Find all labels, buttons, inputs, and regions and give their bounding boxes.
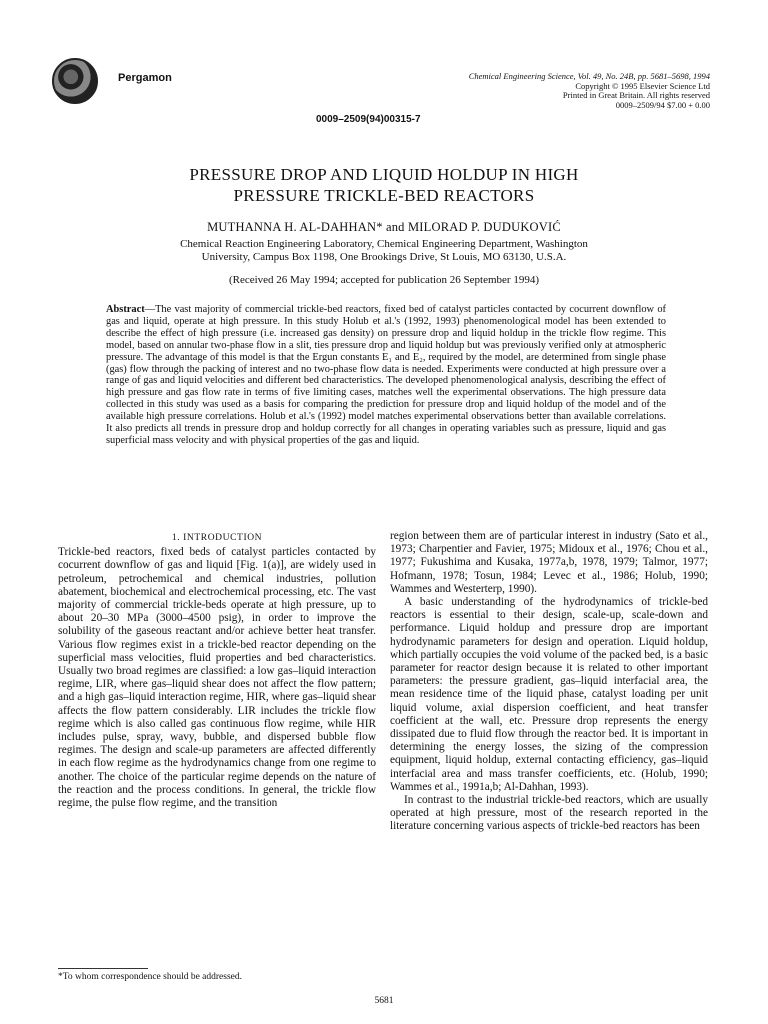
copyright-line: Copyright © 1995 Elsevier Science Ltd bbox=[575, 80, 710, 91]
received-dates: (Received 26 May 1994; accepted for publication 26 September 1994) bbox=[228, 274, 540, 286]
intro-paragraph: Trickle-bed reactors, fixed beds of catalyst particles contacted by cocurrent downflow of gas and liquid [Fig. 1(a)], are widely used in petroleum, petrochemical and chemical industries, pollution abatement, biochemical and electrochemical processing, etc. The vast majority of commercial trickle-beds operate at high pressure, up to about 20–30 MPa (3000–4500 psig), in order to improve the solubility of the gaseous reactant and/or achieve better heat transfer. Various flow regimes exist in a trickle-bed reactor depending on the superficial mass velocities, fluid properties and bed characteristics. Usually two broad regimes are classified: a low gas–liquid interaction regime, LIR, where gas–liquid shear does not affect the flow pattern; and a high gas–liquid interaction regime, HIR, where gas–liquid shear affects the flow pattern considerably. LIR includes the trickle flow regime which is also called gas continuous flow regime, while HIR includes pulse, spray, wavy, bubble, and dispersed bubble flow regimes. The design and scale-up parameters are affected differently in each flow regime as the hydrodynamics change from one regime to another. The choice of the particular regime depends on the nature of the reaction and the process conditions. In general, the trickle flow regime, the pulse flow regime, and the transition bbox=[58, 546, 376, 810]
affiliation-line-1: Chemical Reaction Engineering Laboratory, Chemical Engineering Department, Washington bbox=[180, 238, 588, 250]
section-heading: 1. INTRODUCTION bbox=[171, 533, 263, 543]
affiliation bbox=[60, 238, 708, 264]
footnote-divider bbox=[58, 968, 148, 969]
intro-paragraph-continued: region between them are of particular interest in industry (Sato et al., 1973; Charpentier and Favier, 1975; Midoux et al., 1976; Chou et al., 1977; Fukushima and Kusaka, 1977a,b, 1978, 1979; Talmor, 1977; Hofmann, 1978; Tosun, 1984; Levec et al., 1986; Holub, 1990; Wammes and Westerterp, 1990). bbox=[390, 530, 708, 595]
right-column bbox=[390, 530, 708, 834]
footnote: *To whom correspondence should be addressed. bbox=[58, 972, 243, 982]
left-column bbox=[58, 532, 376, 810]
publisher-logo bbox=[52, 58, 98, 104]
printed-line: Printed in Great Britain. All rights reserved bbox=[562, 90, 710, 100]
paper-title bbox=[60, 164, 708, 206]
title-line-1: PRESSURE DROP AND LIQUID HOLDUP IN HIGH bbox=[189, 165, 579, 184]
affiliation-line-2: University, Campus Box 1198, One Brookings Drive, St Louis, MO 63130, U.S.A. bbox=[201, 251, 567, 263]
page-number: 5681 bbox=[374, 996, 394, 1006]
abstract-text: —The vast majority of commercial trickle-bed reactors, fixed bed of catalyst particles contacted by cocurrent downflow of gas and liquid, operate at high pressure. In this study Holub et al.'s (1992, 1993) phenomenological model has been extended to describe the effect of high pressure (i.e. increased gas density) on pressure drop and liquid holdup in the trickle flow regime. This model, based on annular two-phase flow in a slit, ties pressure drop and liquid holdup but was previously verified only at atmospheric pressure. The advantage of this model is that the Ergun constants E₁ and E₂, required by the model, are determined from single phase (gas) flow through the packing of interest and no two-phase flow data is needed. Experiments were conducted at high pressure over a range of gas and liquid velocities and different bed characteristics. The developed phenomenological analysis, describing the effect of high pressure and gas flow rate in terms of five limiting cases, matches well the experimental observations. The high pressure data collected in this study was used as a basis for comparing the prediction for pressure drop and liquid holdup of the model and of the available high pressure correlations. Holub et al.'s (1992) model matches experimental observations better than available correlations. It also predicts all trends in pressure drop and holdup correctly for all changes in operating variables such as pressure, liquid and gas superficial mass velocity and with physical properties of the gas and liquid. bbox=[106, 304, 666, 446]
publisher-name: Pergamon bbox=[118, 72, 172, 84]
journal-info bbox=[390, 72, 710, 110]
authors: MUTHANNA H. AL-DAHHAN* and MILORAD P. DUDUKOVIĆ bbox=[207, 220, 561, 234]
title-line-2: PRESSURE TRICKLE-BED REACTORS bbox=[233, 186, 535, 205]
abstract bbox=[106, 304, 666, 447]
contrast-paragraph: In contrast to the industrial trickle-bed reactors, which are usually operated at high pressure, most of the research reported in the literature concerning various aspects of trickle-bed reactors has been bbox=[390, 794, 708, 833]
article-code: 0009–2509(94)00315-7 bbox=[316, 114, 421, 125]
abstract-label: Abstract bbox=[106, 304, 145, 315]
issn-price: 0009–2509/94 $7.00 + 0.00 bbox=[615, 99, 710, 110]
journal-citation: Chemical Engineering Science, Vol. 49, No. 24B, pp. 5681–5698, 1994 bbox=[468, 71, 710, 81]
hydrodynamics-paragraph: A basic understanding of the hydrodynamics of trickle-bed reactors is essential to their design, scale-up, scale-down and performance. Liquid holdup and pressure drop are important hydrodynamic parameters for design and operation. Liquid holdup, which partially occupies the void volume of the packed bed, is a basic parameter for reactor design because it is related to other important parameters: the pressure gradient, gas–liquid interfacial area, the mean residence time of the liquid phase, catalyst loading per unit liquid volume, axial dispersion coefficient, and heat transfer coefficient at the wall, etc. Pressure drop represents the energy dissipated due to fluid flow through the reactor bed. It is important in determining the energy losses, the sizing of the compression equipment, liquid holdup, external contacting efficiency, gas–liquid interfacial area and mass transfer coefficients, etc. (Holub, 1990; Wammes et al., 1991a,b; Al-Dahhan, 1993). bbox=[390, 596, 708, 793]
